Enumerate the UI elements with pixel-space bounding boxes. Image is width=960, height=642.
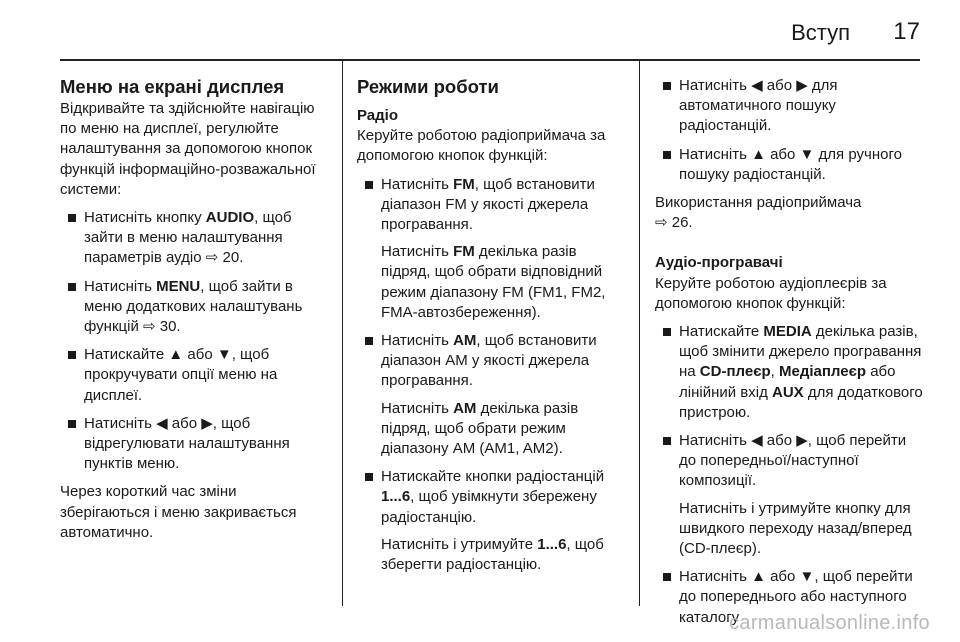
page-ref-link[interactable]: 30. xyxy=(159,318,181,336)
list-item: Натисніть ▲ або ▼, щоб перейти до попереднього або наступного каталогу xyxy=(655,567,923,628)
bullet-icon xyxy=(663,573,671,581)
intro-text: Відкривайте та здійснюйте навігацію по меню на дисплеї, регулюйте налаштування за допомогою кнопок функцій інформаційно-розважальної системи: xyxy=(60,100,316,198)
list-item: Натисніть кнопку AUDIO, щоб зайти в меню налаштування параметрів аудіо ⇨ 20. xyxy=(60,208,330,269)
column-divider-2 xyxy=(639,60,640,606)
column-1 xyxy=(60,76,330,543)
watermark-text: carmanualsonline.info xyxy=(729,612,930,634)
subheading-radio: Радіо xyxy=(357,107,399,124)
list-item: Натисніть ◀ або ▶, щоб перейти до попередньої/наступної композиції. xyxy=(655,431,923,492)
list-subtext: Натисніть FM декілька разів підряд, щоб обрати відповідний режим діапазону FM (FM1, FM2, FMA-автозбереження). xyxy=(381,243,606,321)
outro-text: Через короткий час зміни зберігаються і меню закривається автоматично. xyxy=(60,483,297,541)
list-item: Натискайте ▲ або ▼, щоб прокручувати опції меню на дисплеї. xyxy=(60,345,330,406)
page-number: 17 xyxy=(893,18,920,45)
list-subtext: Натисніть AM декілька разів підряд, щоб обрати режим діапазону AM (AM1, AM2). xyxy=(381,399,579,458)
ref-arrow-icon: ⇨ xyxy=(655,214,668,232)
section-title: Вступ xyxy=(791,20,850,45)
bullet-icon xyxy=(68,214,76,222)
bullet-icon xyxy=(365,181,373,189)
radio-usage-ref: Використання радіоприймача ⇨ 26. xyxy=(655,194,862,232)
bullet-icon xyxy=(663,328,671,336)
list-item: Натискайте MEDIA декілька разів, щоб змінити джерело програвання на CD-плеєр, Медіаплеєр або лінійний вхід AUX для додаткового пристрою. xyxy=(655,322,923,423)
heading-operation-modes: Режими роботи xyxy=(357,76,499,97)
bullet-icon xyxy=(68,351,76,359)
column-2 xyxy=(357,76,629,575)
list-subtext: Натисніть і утримуйте кнопку для швидкого переходу назад/вперед (CD-плеєр). xyxy=(679,499,912,558)
ref-arrow-icon: ⇨ xyxy=(205,249,219,267)
bullet-icon xyxy=(68,283,76,291)
list-item: Натисніть ◀ або ▶ для автоматичного пошуку радіостанцій. xyxy=(655,76,923,137)
header-rule xyxy=(60,59,920,61)
intro-text: Керуйте роботою радіоприймача за допомогою кнопок функцій: xyxy=(357,127,606,165)
list-item: Натисніть FM, щоб встановити діапазон FM у якості джерела програвання. xyxy=(357,175,629,236)
list-item: Натисніть ◀ або ▶, щоб відрегулювати налаштування пунктів меню. xyxy=(60,414,330,475)
bullet-icon xyxy=(663,151,671,159)
bullet-icon xyxy=(663,437,671,445)
page-ref-link[interactable]: 26. xyxy=(671,214,693,232)
list-item: Натискайте кнопки радіостанцій 1...6, щоб увімкнути збережену радіостанцію. xyxy=(357,467,629,528)
intro-text: Керуйте роботою аудіоплеєрів за допомогою кнопок функцій: xyxy=(655,274,887,312)
list-item: Натисніть AM, щоб встановити діапазон AM у якості джерела програвання. xyxy=(357,331,629,392)
menu-key-label: MENU xyxy=(156,277,201,295)
ref-arrow-icon: ⇨ xyxy=(143,318,156,336)
heading-display-menu: Меню на екрані дисплея xyxy=(60,76,285,97)
bullet-icon xyxy=(68,420,76,428)
list-subtext: Натисніть і утримуйте 1...6, щоб зберегти радіостанцію. xyxy=(381,535,604,574)
column-3 xyxy=(655,76,923,628)
bullet-icon xyxy=(365,337,373,345)
subheading-audio-players: Аудіо-програвачі xyxy=(655,254,783,272)
column-divider-1 xyxy=(342,60,343,606)
page-header xyxy=(60,16,920,56)
bullet-icon xyxy=(663,82,671,90)
list-item: Натисніть ▲ або ▼ для ручного пошуку радіостанцій. xyxy=(655,145,923,185)
page-ref-link[interactable]: 20. xyxy=(222,249,244,267)
bullet-icon xyxy=(365,473,373,481)
audio-key-label: AUDIO xyxy=(205,209,255,227)
list-item: Натисніть MENU, щоб зайти в меню додаткових налаштувань функцій ⇨ 30. xyxy=(60,277,330,338)
